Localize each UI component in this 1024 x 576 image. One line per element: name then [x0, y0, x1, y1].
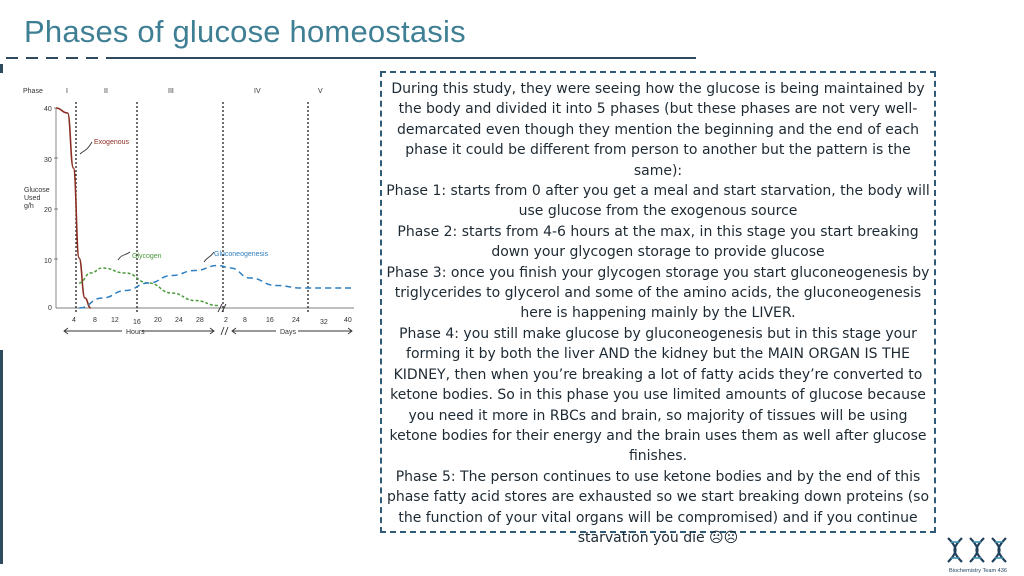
exogenous-label: Exogenous	[94, 139, 130, 146]
phase-5-paragraph: Phase 5: The person continues to use ketone bodies and by the end of this phase fatty acid stores are exhausted so we start breaking down proteins (so the function of your vital organs will be compromised) and if you continue starvation you die ☹☹	[386, 468, 930, 546]
x-tick-h28: 28	[196, 317, 204, 324]
x-tick-d24: 24	[292, 317, 300, 324]
left-accent-bar	[0, 350, 3, 564]
x-tick-h16: 16	[133, 319, 141, 326]
x-tick-h20: 20	[154, 317, 162, 324]
phase-label-4: IV	[254, 88, 261, 95]
left-accent-tick	[0, 64, 3, 73]
x-tick-h8: 8	[93, 317, 97, 324]
phase-1-paragraph: Phase 1: starts from 0 after you get a meal and start starvation, the body will use glucose from the exogenous source	[386, 183, 930, 220]
y-tick-40: 40	[44, 106, 52, 113]
x-tick-d2: 2	[224, 317, 228, 324]
days-label: Days	[280, 329, 296, 336]
x-tick-d8: 8	[243, 317, 247, 324]
glycogen-label: Glycogen	[132, 253, 162, 260]
glucose-homeostasis-chart	[18, 80, 358, 340]
phase-label-2: II	[104, 88, 108, 95]
phase-3-paragraph: Phase 3: once you finish your glycogen storage you start gluconeogenesis by triglycerides to glycerol and some of the amino acids, the gluconeogenesis here is happening mainly by the LIVER.	[386, 264, 930, 322]
team-logo	[940, 534, 1016, 574]
phase-2-paragraph: Phase 2: starts from 4-6 hours at the max, in this stage you start breaking down your glycogen storage to provide glucose	[397, 223, 919, 261]
phase-axis-label: Phase	[23, 88, 43, 95]
phase-4-paragraph: Phase 4: you still make glucose by gluconeogenesis but in this stage your forming it by both the liver AND the kidney but the MAIN ORGAN IS THE KIDNEY, then when you’re breaking a lot of fatty acids they’re converted to ketone bodies. So in this phase you use limited amounts of glucose because you need it more in RBCs and brain, so majority of tissues will be using ketone bodies for their energy and the brain uses them as well after glucose finishes.	[389, 325, 927, 465]
title-underline	[6, 56, 706, 64]
x-tick-h24: 24	[175, 317, 183, 324]
intro-paragraph: During this study, they were seeing how the glucose is being maintained by the body and divided it into 5 phases (but these phases are not very well-demarcated even though they mention the beginning and the end of each phase it could be different from person to another but the pattern is the same):	[391, 81, 925, 179]
x-tick-h4: 4	[72, 317, 76, 324]
phase-label-1: I	[66, 88, 68, 95]
x-tick-d32: 32	[320, 319, 328, 326]
y-tick-30: 30	[44, 157, 52, 164]
explanation-textbox	[380, 71, 936, 546]
y-tick-0: 0	[48, 305, 52, 312]
y-tick-10: 10	[44, 258, 52, 265]
slide-title: Phases of glucose homeostasis	[24, 14, 466, 49]
x-tick-d40: 40	[344, 317, 352, 324]
exogenous-series-line	[56, 108, 91, 308]
glycogen-series-line	[79, 268, 218, 306]
gluconeogenesis-label: Gluconeogenesis	[214, 251, 269, 258]
y-tick-20: 20	[44, 207, 52, 214]
phase-label-5: V	[318, 88, 323, 95]
x-tick-h12: 12	[111, 317, 119, 324]
phase-label-3: III	[168, 88, 174, 95]
x-tick-d16: 16	[266, 317, 274, 324]
y-axis-label: Glucose Used g/h	[24, 187, 50, 210]
logo-text: Biochemistry Team 436	[948, 568, 1008, 574]
hours-label: Hours	[126, 329, 145, 336]
